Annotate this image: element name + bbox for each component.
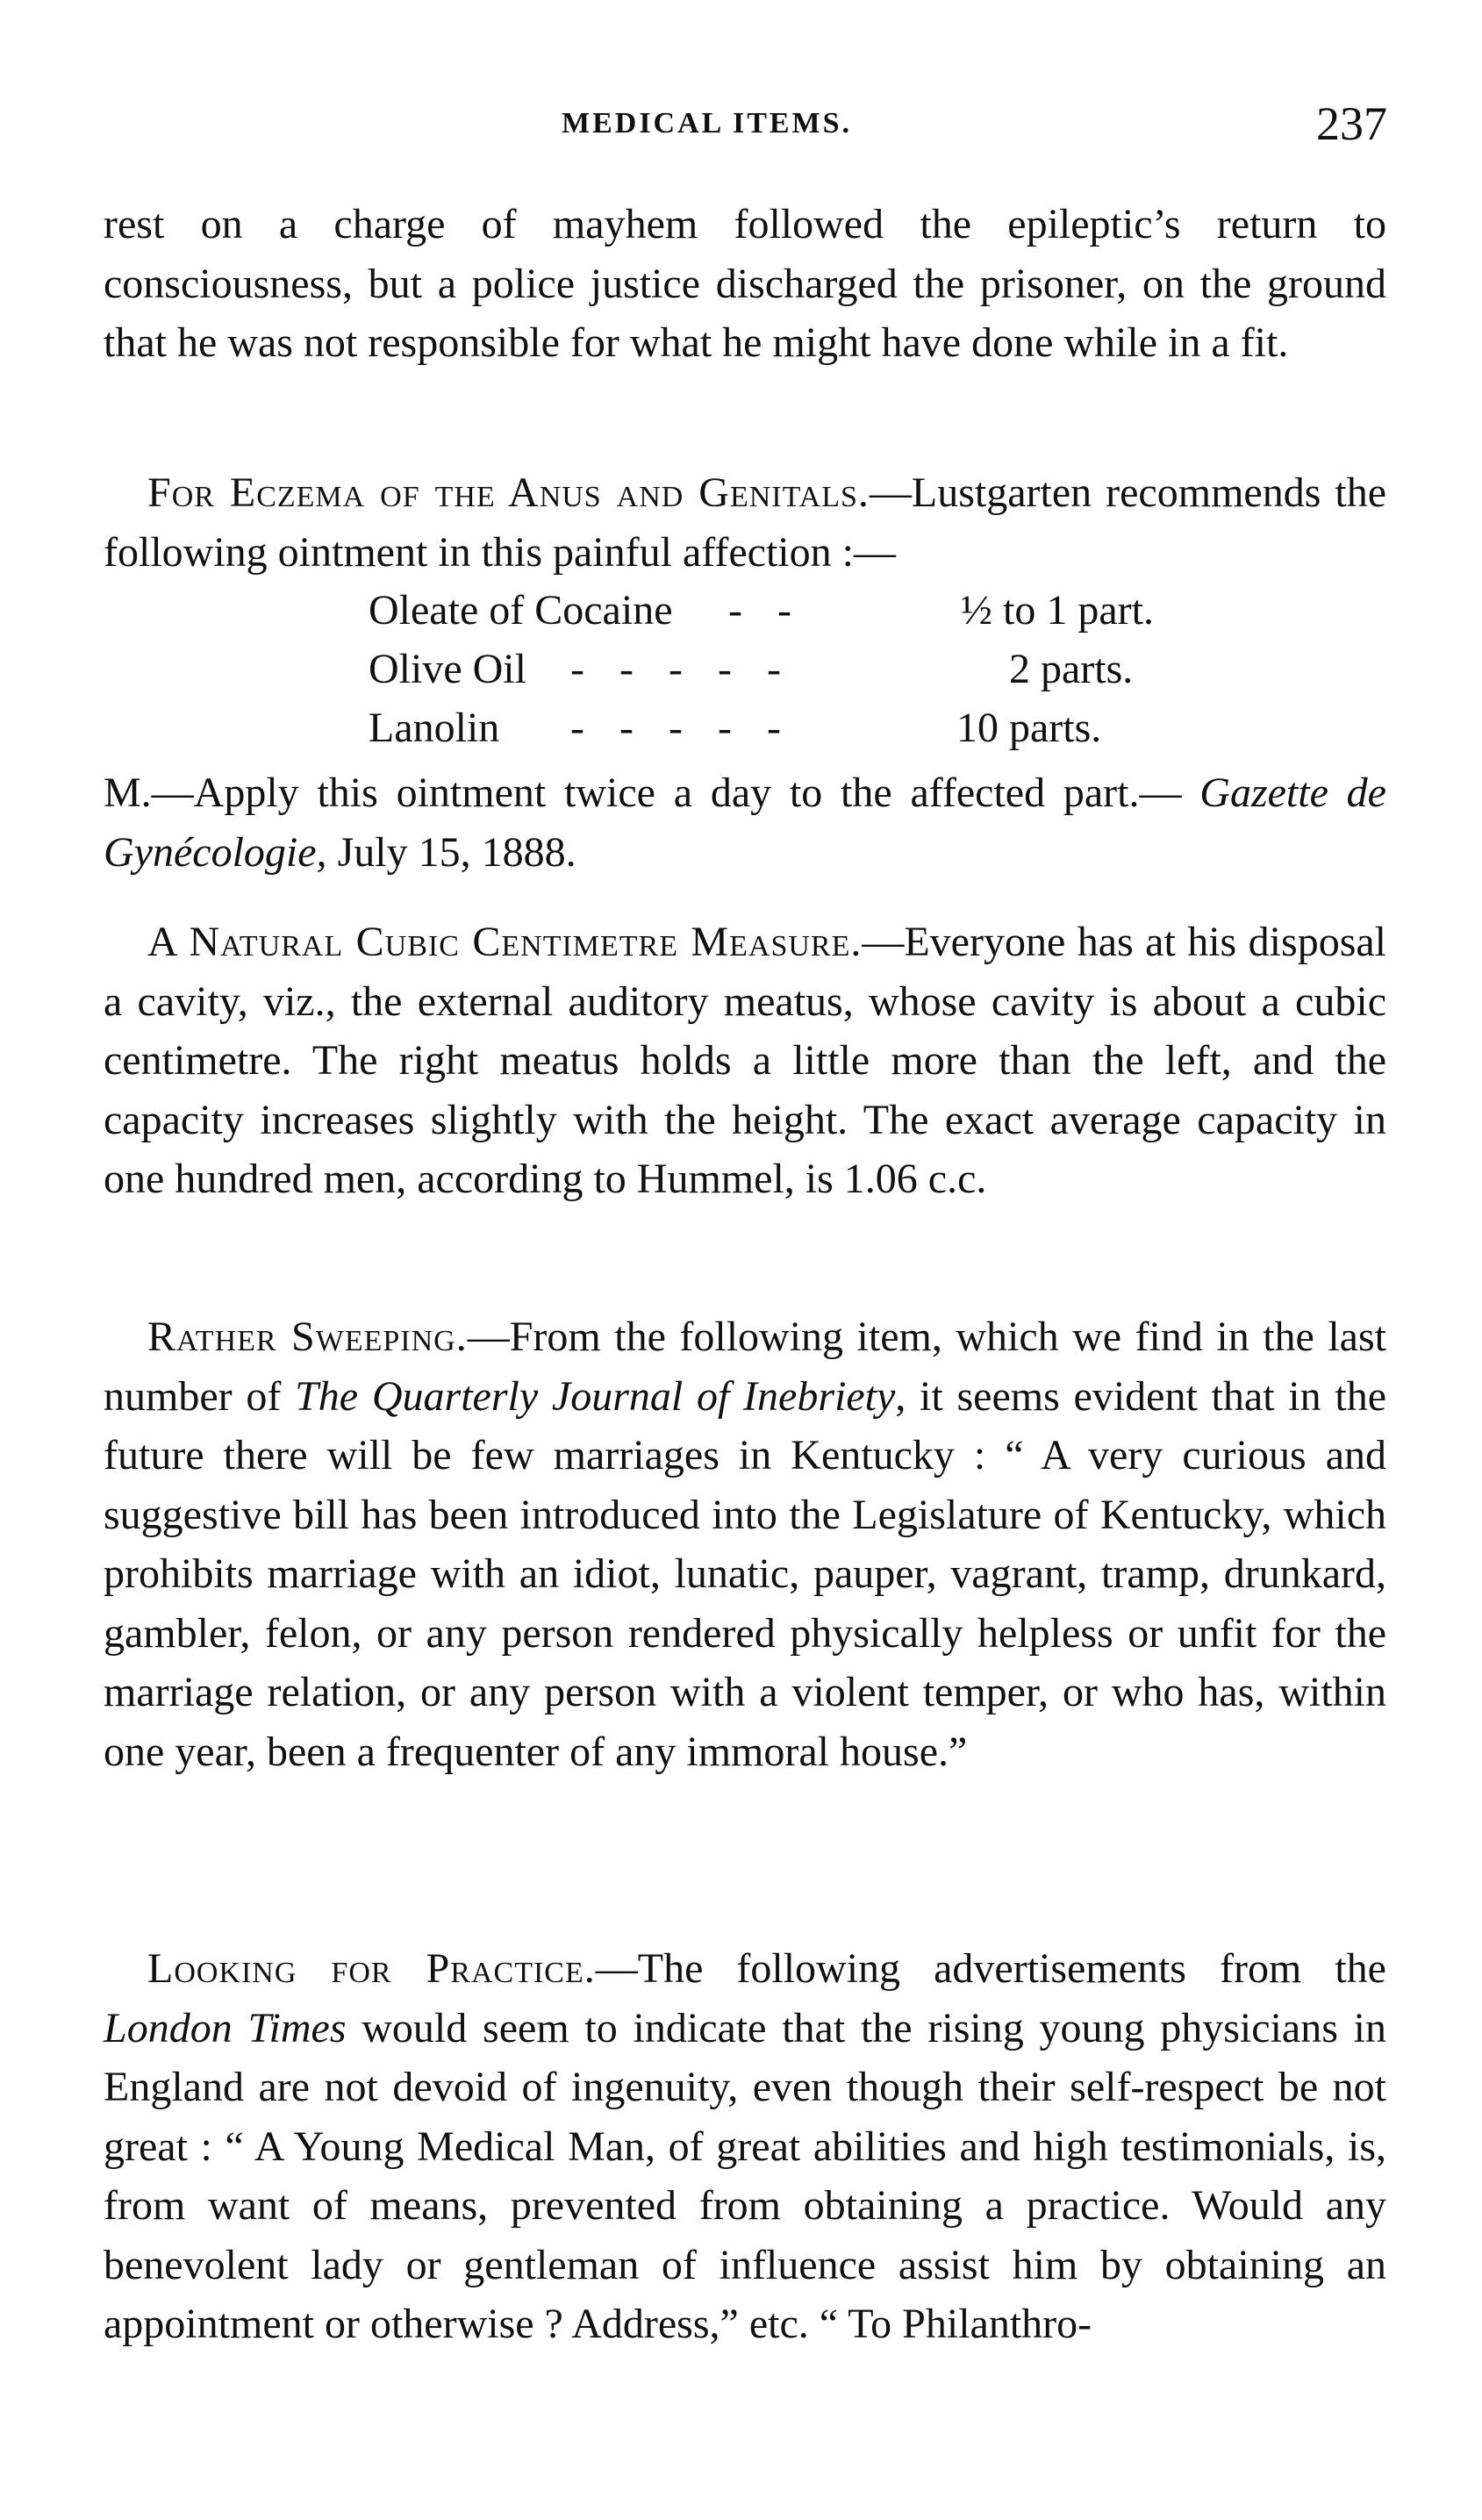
- paragraph-text: —Lustgarten recommends the following ointment in this painful affection :—: [104, 469, 1386, 576]
- newspaper-title: London Times: [104, 2004, 347, 2051]
- paragraph-text: , it seems evident that in the future there will be few marriages in Kentucky : “ A very curious and suggestive bill has been introduced into the Legislature of Kentucky, which prohibits marriage with an idiot, lunatic, pauper, vagrant, tramp, drunkard, gambler, felon, or any person rendered physically helpless or unfit for the marriage relation, or any person with a violent temper, or who has, within one year, been a frequenter of any immoral house.”: [104, 1372, 1386, 1775]
- paragraph-text: —Everyone has at his disposal a cavity, viz., the external auditory meatus, whose cavity is about a cubic centimetre. The right meatus holds a little more than the left, and the capacity increases slightly with the height. The exact average capacity in one hundred men, according to Hummel, is 1.06 c.c.: [104, 919, 1387, 1202]
- ingredient-amount: 2 parts.: [1009, 646, 1134, 692]
- journal-title: The Quarterly Journal of Inebriety: [295, 1372, 896, 1420]
- ingredient-amount: ½ to 1 part.: [961, 587, 1154, 634]
- paragraph-rather-sweeping: [104, 1307, 1386, 1781]
- ingredient-name: Olive Oil: [369, 646, 526, 692]
- running-header: [0, 97, 1482, 156]
- section-heading: A Natural Cubic Centimetre Measure.: [147, 919, 863, 965]
- leader-dashes: - -: [728, 587, 804, 634]
- ingredient-row: [369, 645, 1158, 706]
- paragraph-text: would seem to indicate that the rising young physicians in England are not devoid of ingenuity, even though their self-respect be not great : “ A Young Medical Man, of great abilities and high testimonials, is, from want of means, prevented from obtaining a practice. Would any benevolent lady or gentleman of influence assist him by obtaining an appointment or otherwise ? Address,” etc. “ To Philanthro-: [104, 2004, 1386, 2347]
- running-title: MEDICAL ITEMS.: [562, 107, 853, 140]
- page-number: 237: [1316, 97, 1387, 150]
- ingredient-amount: 10 parts.: [956, 705, 1102, 751]
- section-heading: Looking for Practice.: [147, 1945, 596, 1992]
- prescription-note: [104, 763, 1386, 882]
- ingredient-name: Lanolin: [369, 705, 500, 751]
- ingredient-name: Oleate of Cocaine: [369, 587, 673, 634]
- paragraph-text: rest on a charge of mayhem followed the epileptic’s return to consciousness, but a police justice discharged the prisoner, on the ground that he was not responsible for what he might have done while in a fit.: [104, 201, 1386, 366]
- section-heading: For Eczema of the Anus and Genitals.: [147, 469, 870, 516]
- paragraph-cubic-measure: [104, 913, 1386, 1209]
- paragraph-text: —From the following item, which we find in the last number of: [104, 1314, 1387, 1420]
- paragraph-eczema: [104, 463, 1386, 582]
- section-heading: Rather Sweeping.: [147, 1314, 468, 1360]
- ingredient-row: [369, 586, 1158, 648]
- source-date: July 15, 1888.: [326, 828, 576, 876]
- paragraph-text: M.—Apply this ointment twice a day to the affected part.—: [104, 770, 1182, 816]
- source-title: Gazette de Gynécologie,: [104, 770, 1386, 876]
- ingredient-row: [369, 704, 1158, 765]
- leader-dashes: - - - - -: [570, 705, 793, 751]
- paragraph-text: —The following advertisements from the: [595, 1945, 1386, 1992]
- paragraph-looking-for-practice: [104, 1939, 1386, 2354]
- paragraph-continuation: [104, 195, 1386, 373]
- leader-dashes: - - - - -: [570, 646, 793, 692]
